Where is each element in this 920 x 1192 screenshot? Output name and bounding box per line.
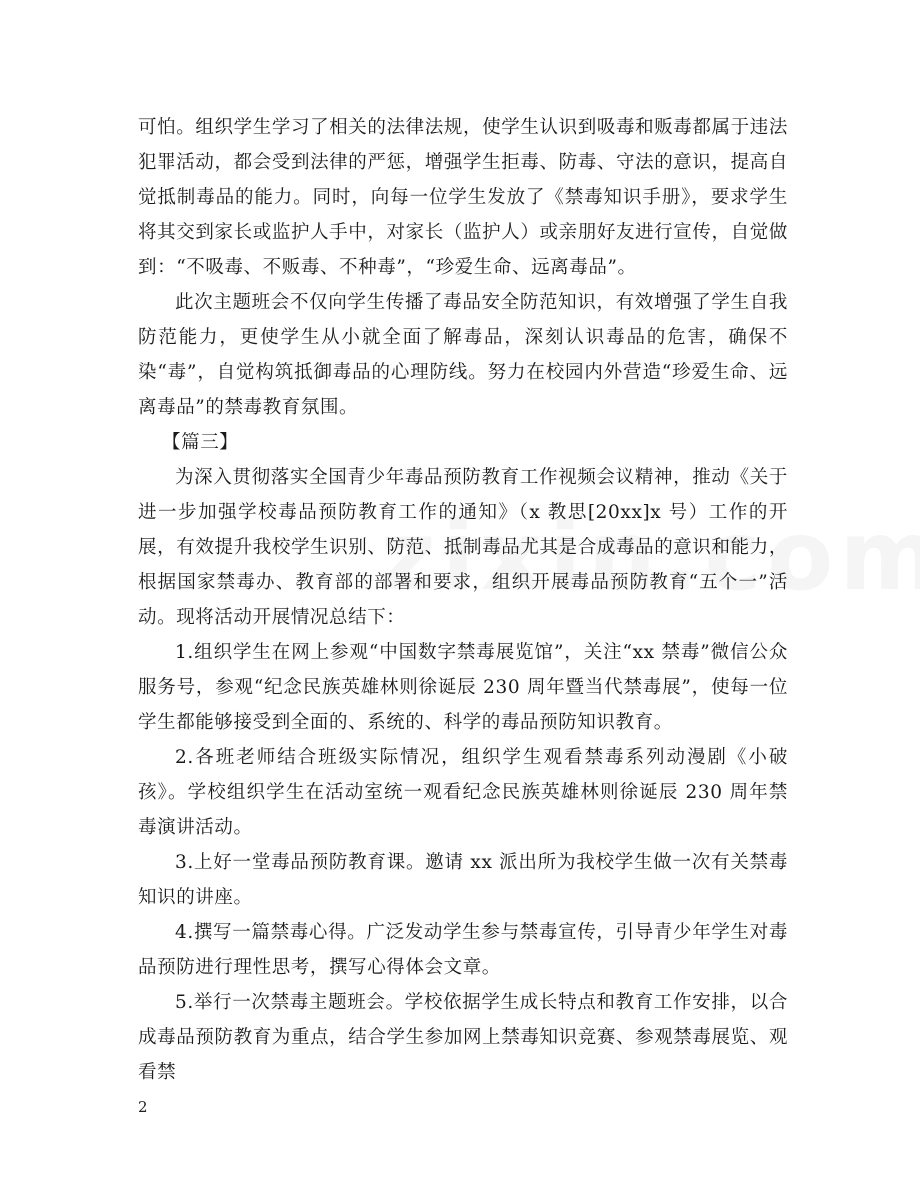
- list-item: 4.撰写一篇禁毒心得。广泛发动学生参与禁毒宣传，引导青少年学生对毒品预防进行理性思考，撰写心得体会文章。: [138, 922, 788, 978]
- paragraph: 为深入贯彻落实全国青少年毒品预防教育工作视频会议精神，推动《关于进一步加强学校毒品预防教育工作的通知》（x 教思[20xx]x 号）工作的开展，有效提升我校学生识别、防范、抵制毒品尤其是合成毒品的意识和能力，根据国家禁毒办、教育部的部署和要求，组织开展毒品预防教育“五个一”活动。现将活动开展情况总结下：: [138, 467, 788, 628]
- list-item: 2.各班老师结合班级实际情况，组织学生观看禁毒系列动漫剧《小破孩》。学校组织学生在活动室统一观看纪念民族英雄林则徐诞辰 230 周年禁毒演讲活动。: [138, 747, 788, 838]
- list-item: 5.举行一次禁毒主题班会。学校依据学生成长特点和教育工作安排，以合成毒品预防教育为重点，结合学生参加网上禁毒知识竞赛、参观禁毒展览、观看禁: [138, 992, 788, 1083]
- document-body: [138, 110, 788, 1090]
- paragraph: 此次主题班会不仅向学生传播了毒品安全防范知识，有效增强了学生自我防范能力，更使学生从小就全面了解毒品，深刻认识毒品的危害，确保不染“毒”，自觉构筑抵御毒品的心理防线。努力在校园内外营造“珍爱生命、远离毒品”的禁毒教育氛围。: [138, 292, 788, 418]
- paragraph: 可怕。组织学生学习了相关的法律法规，使学生认识到吸毒和贩毒都属于违法犯罪活动，都会受到法律的严惩，增强学生拒毒、防毒、守法的意识，提高自觉抵制毒品的能力。同时，向每一位学生发放了《禁毒知识手册》，要求学生将其交到家长或监护人手中，对家长（监护人）或亲朋好友进行宣传，自觉做到：“不吸毒、不贩毒、不种毒”，“珍爱生命、远离毒品”。: [138, 117, 788, 278]
- list-item: 3.上好一堂毒品预防教育课。邀请 xx 派出所为我校学生做一次有关禁毒知识的讲座。: [138, 852, 788, 908]
- list-item: 1.组织学生在网上参观“中国数字禁毒展览馆”，关注“xx 禁毒”微信公众服务号，参观“纪念民族英雄林则徐诞辰 230 周年暨当代禁毒展”，使每一位学生都能够接受到全面的、系统的、科学的毒品预防知识教育。: [138, 642, 788, 733]
- page-number: 2: [138, 1098, 148, 1116]
- section-heading: 【篇三】: [162, 432, 239, 453]
